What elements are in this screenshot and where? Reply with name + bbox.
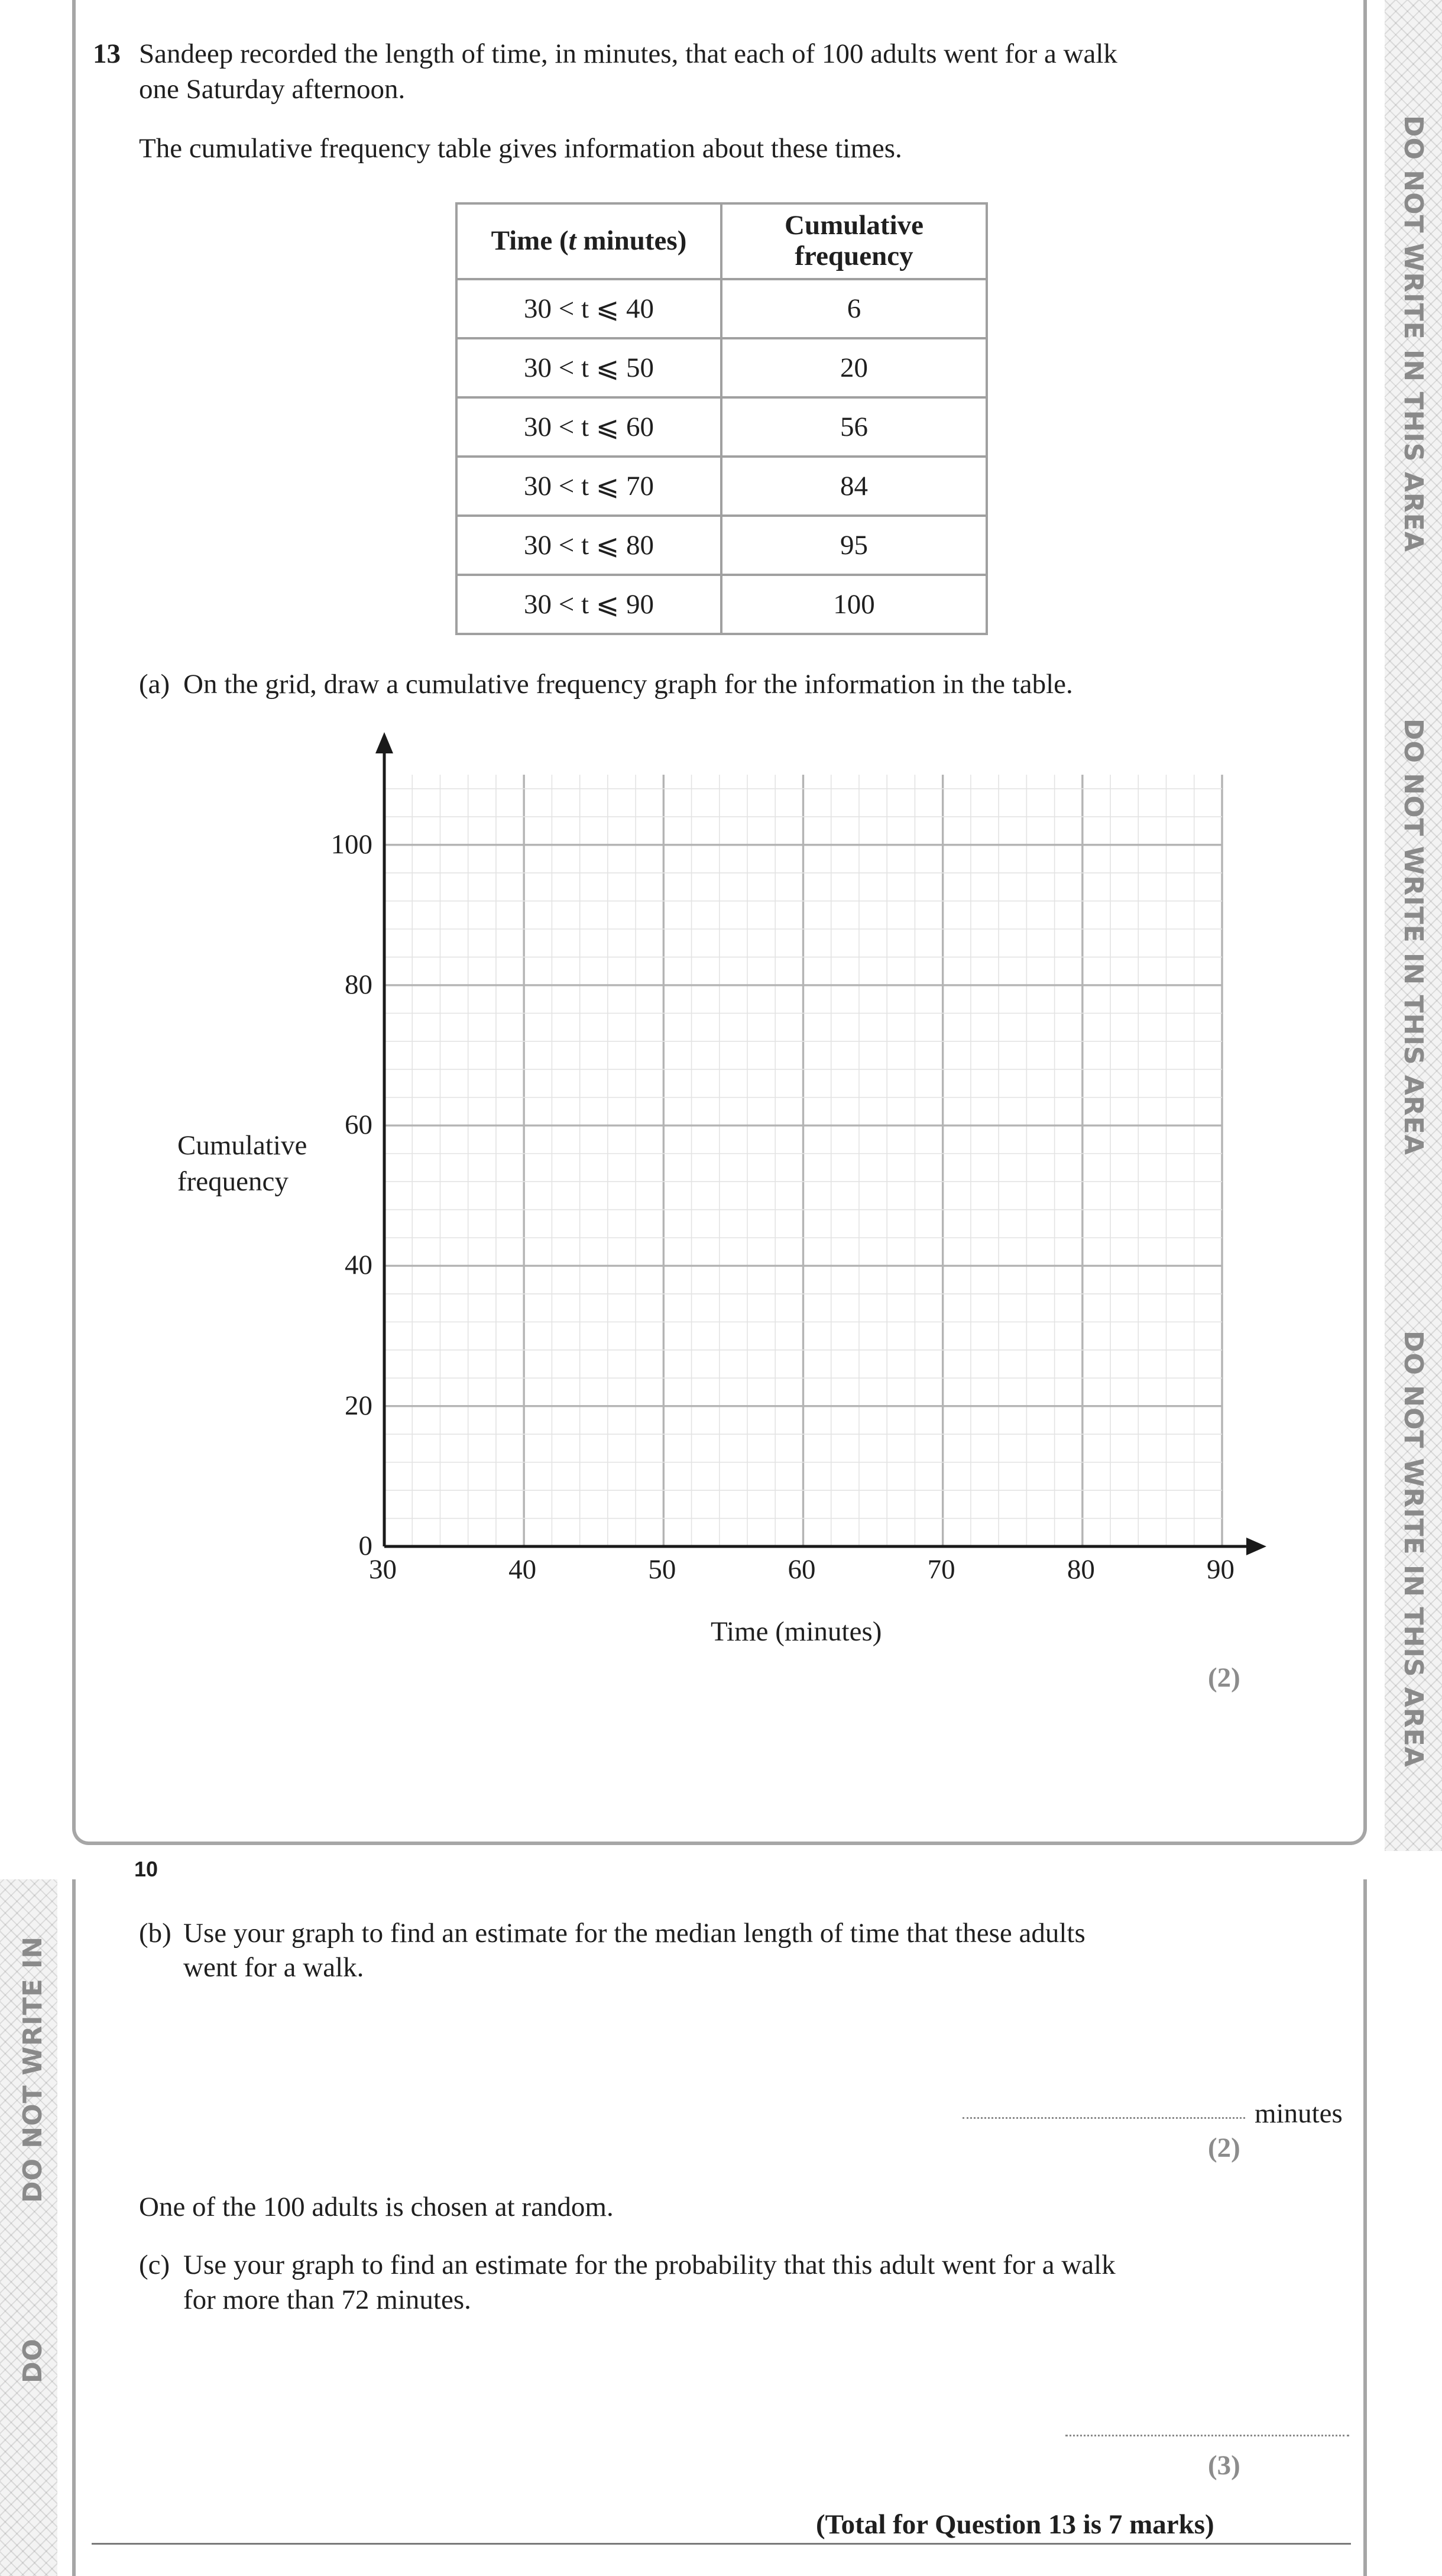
question-intro-line2: one Saturday afternoon. [139,74,406,105]
x-tick-label: 80 [1067,1554,1095,1585]
x-axis-arrow [1246,1538,1266,1555]
interval-cell: 30 < t ⩽ 90 [456,575,721,634]
interval-cell: 30 < t ⩽ 60 [456,397,721,457]
cf-cell: 56 [721,397,987,457]
part-b-line1: Use your graph to find an estimate for the median length of time that these adults [183,1918,1085,1949]
margin-warning-2: DO NOT WRITE IN THIS AREA [1398,719,1428,1156]
part-b-label: (b) [139,1918,171,1949]
x-tick-label: 90 [1207,1554,1234,1585]
cf-cell: 95 [721,516,987,575]
cf-cell: 20 [721,338,987,397]
table-intro: The cumulative frequency table gives information about these times. [139,133,902,164]
x-tick-label: 70 [927,1554,955,1585]
part-a-text: On the grid, draw a cumulative frequency graph for the information in the table. [183,669,1073,700]
part-c-marks: (3) [1208,2450,1240,2481]
y-tick-label: 0 [358,1530,372,1561]
x-tick-label: 30 [369,1554,397,1585]
part-c-line1: Use your graph to find an estimate for the probability that this adult went for a walk [183,2250,1116,2280]
question-total: (Total for Question 13 is 7 marks) [816,2509,1214,2540]
y-tick-label: 60 [345,1109,372,1141]
part-c-label: (c) [139,2250,170,2280]
part-a-label: (a) [139,669,170,700]
page-frame-lower-left [72,1879,76,2576]
interval-cell: 30 < t ⩽ 50 [456,338,721,397]
y-tick-label: 80 [345,969,372,1000]
x-tick-label: 40 [508,1554,537,1585]
x-axis-label: Time (minutes) [711,1616,882,1647]
part-b-marks: (2) [1208,2132,1240,2163]
x-tick-label: 60 [788,1554,816,1585]
interval-cell: 30 < t ⩽ 40 [456,279,721,338]
x-tick-label: 50 [648,1554,676,1585]
interval-cell: 30 < t ⩽ 70 [456,457,721,516]
question-intro-line1: Sandeep recorded the length of time, in minutes, that each of 100 adults went for a walk [139,38,1117,69]
y-tick-label: 20 [345,1390,372,1421]
total-rule [92,2543,1351,2545]
page-number: 10 [134,1857,158,1881]
y-tick-label: 100 [330,829,372,860]
question-number: 13 [93,38,121,69]
random-adult-text: One of the 100 adults is chosen at random. [139,2192,614,2222]
margin-warning-1: DO NOT WRITE IN THIS AREA [1398,115,1428,552]
page-frame-lower-right [1363,1879,1367,2576]
cf-cell: 100 [721,575,987,634]
cf-cell: 6 [721,279,987,338]
header-cumulative-frequency: Cumulative frequency [721,203,987,279]
part-b-line2: went for a walk. [183,1952,364,1983]
part-c-line2: for more than 72 minutes. [183,2284,471,2315]
median-unit: minutes [1255,2098,1343,2129]
y-axis-arrow [375,732,393,753]
cf-cell: 84 [721,457,987,516]
margin-warning-5: DO [18,2338,48,2383]
probability-answer-line[interactable] [1065,2435,1349,2436]
interval-cell: 30 < t ⩽ 80 [456,516,721,575]
margin-warning-3: DO NOT WRITE IN THIS AREA [1398,1331,1428,1768]
y-tick-label: 40 [345,1250,372,1281]
part-a-marks: (2) [1208,1662,1240,1693]
y-axis-label: Cumulative frequency [177,1130,307,1198]
margin-warning-4: DO NOT WRITE IN [18,1936,48,2203]
median-answer-line[interactable] [963,2117,1245,2119]
header-time: Time (t minutes) [456,203,721,279]
